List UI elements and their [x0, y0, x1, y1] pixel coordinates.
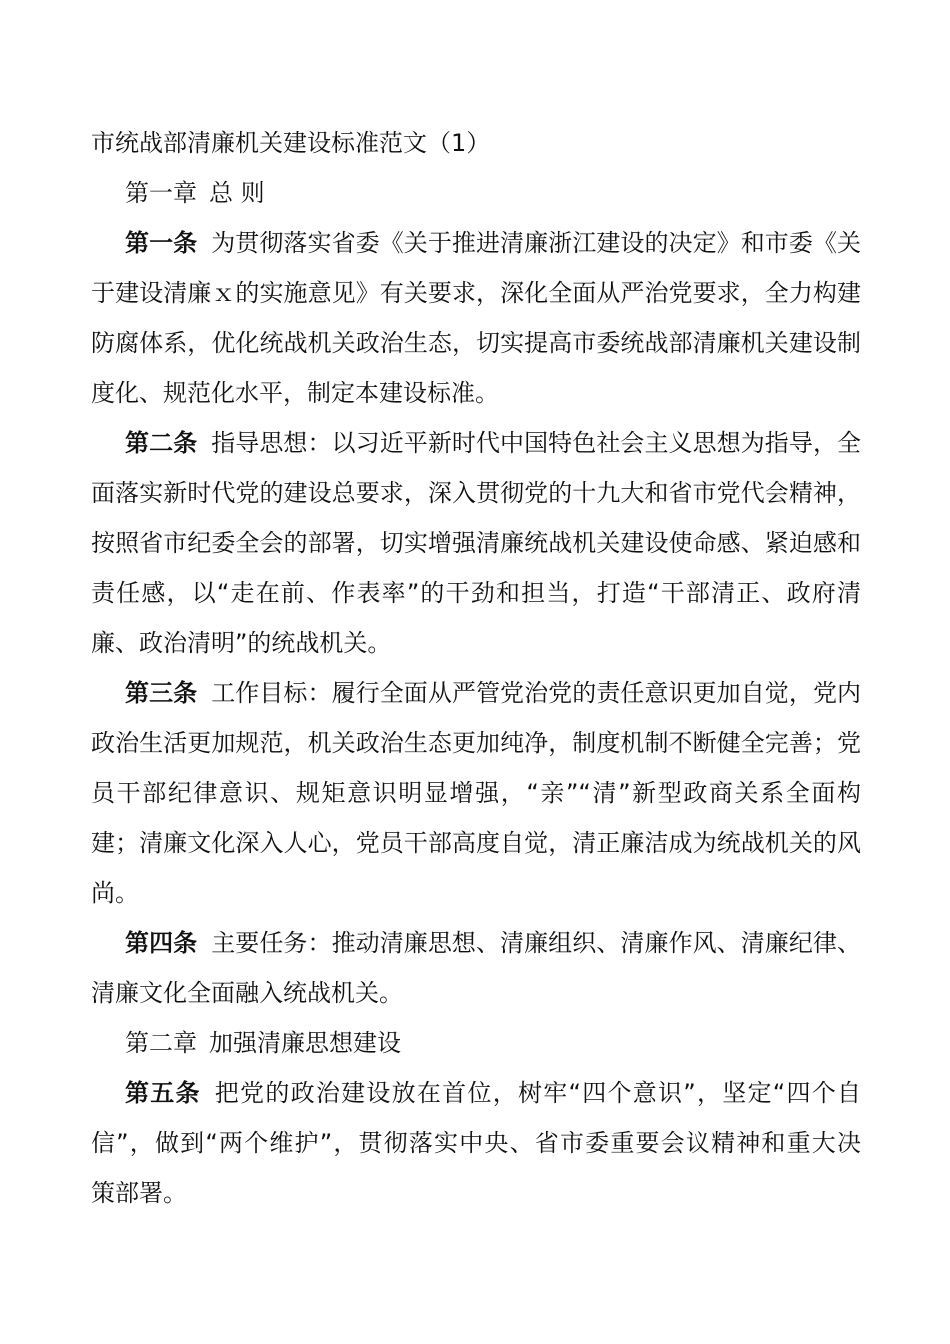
article-4 — [91, 918, 861, 1018]
article-1-line-1: 第一条 为贯彻落实省委《关于推进清廉浙江建设的决定》和市委《关 — [125, 229, 862, 257]
article-2-line-5: 廉、政治清明”的统战机关。 — [91, 629, 392, 657]
article-5-label: 第五条 — [125, 1079, 201, 1107]
article-4-line-2: 清廉文化全面融入统战机关。 — [91, 979, 403, 1007]
article-1-line-2: 于建设清廉ｘ的实施意见》有关要求，深化全面从严治党要求，全力构建 — [91, 279, 861, 307]
article-3-line-4: 建；清廉文化深入人心，党员干部高度自觉，清正廉洁成为统战机关的风 — [91, 829, 861, 857]
document-page — [91, 118, 861, 1218]
article-3-line-5: 尚。 — [91, 879, 139, 907]
article-5-line-2: 信”，做到“两个维护”，贯彻落实中央、省市委重要会议精神和重大决 — [91, 1129, 861, 1157]
chapter-1-name: 总 则 — [209, 179, 265, 207]
article-1-label: 第一条 — [125, 229, 198, 257]
article-2-line-1: 第二条 指导思想：以习近平新时代中国特色社会主义思想为指导，全 — [125, 429, 862, 457]
chapter-2-name: 加强清廉思想建设 — [209, 1029, 401, 1057]
article-4-label: 第四条 — [125, 929, 198, 957]
article-1-line-3: 防腐体系，优化统战机关政治生态，切实提高市委统战部清廉机关建设制 — [91, 329, 861, 357]
article-2-label: 第二条 — [125, 429, 198, 457]
article-4-line-1: 第四条 主要任务：推动清廉思想、清廉组织、清廉作风、清廉纪律、 — [125, 929, 862, 957]
article-3-line-2: 政治生活更加规范，机关政治生态更加纯净，制度机制不断健全完善；党 — [91, 729, 861, 757]
chapter-2-heading — [91, 1018, 861, 1068]
article-2-line-4: 责任感，以“走在前、作表率”的干劲和担当，打造“干部清正、政府清 — [91, 579, 861, 607]
chapter-1-heading — [91, 168, 861, 218]
article-2-line-3: 按照省市纪委全会的部署，切实增强清廉统战机关建设使命感、紧迫感和 — [91, 529, 861, 557]
article-5-line-1: 第五条 把党的政治建设放在首位，树牢“四个意识”，坚定“四个自 — [125, 1079, 861, 1107]
chapter-1-label: 第一章 — [125, 179, 197, 207]
article-3-line-1: 第三条 工作目标：履行全面从严管党治党的责任意识更加自觉，党内 — [125, 679, 862, 707]
article-3 — [91, 668, 861, 918]
article-3-line-3: 员干部纪律意识、规矩意识明显增强，“亲”“清”新型政商关系全面构 — [91, 779, 861, 807]
article-1-line-4: 度化、规范化水平，制定本建设标准。 — [91, 379, 499, 407]
article-3-label: 第三条 — [125, 679, 198, 707]
chapter-2-label: 第二章 — [125, 1029, 197, 1057]
document-title: 市统战部清廉机关建设标准范文（1） — [91, 129, 491, 157]
article-1 — [91, 218, 861, 418]
article-2-line-2: 面落实新时代党的建设总要求，深入贯彻党的十九大和省市党代会精神， — [91, 479, 861, 507]
article-5 — [91, 1068, 861, 1218]
article-5-line-3: 策部署。 — [91, 1179, 187, 1207]
article-2 — [91, 418, 861, 668]
